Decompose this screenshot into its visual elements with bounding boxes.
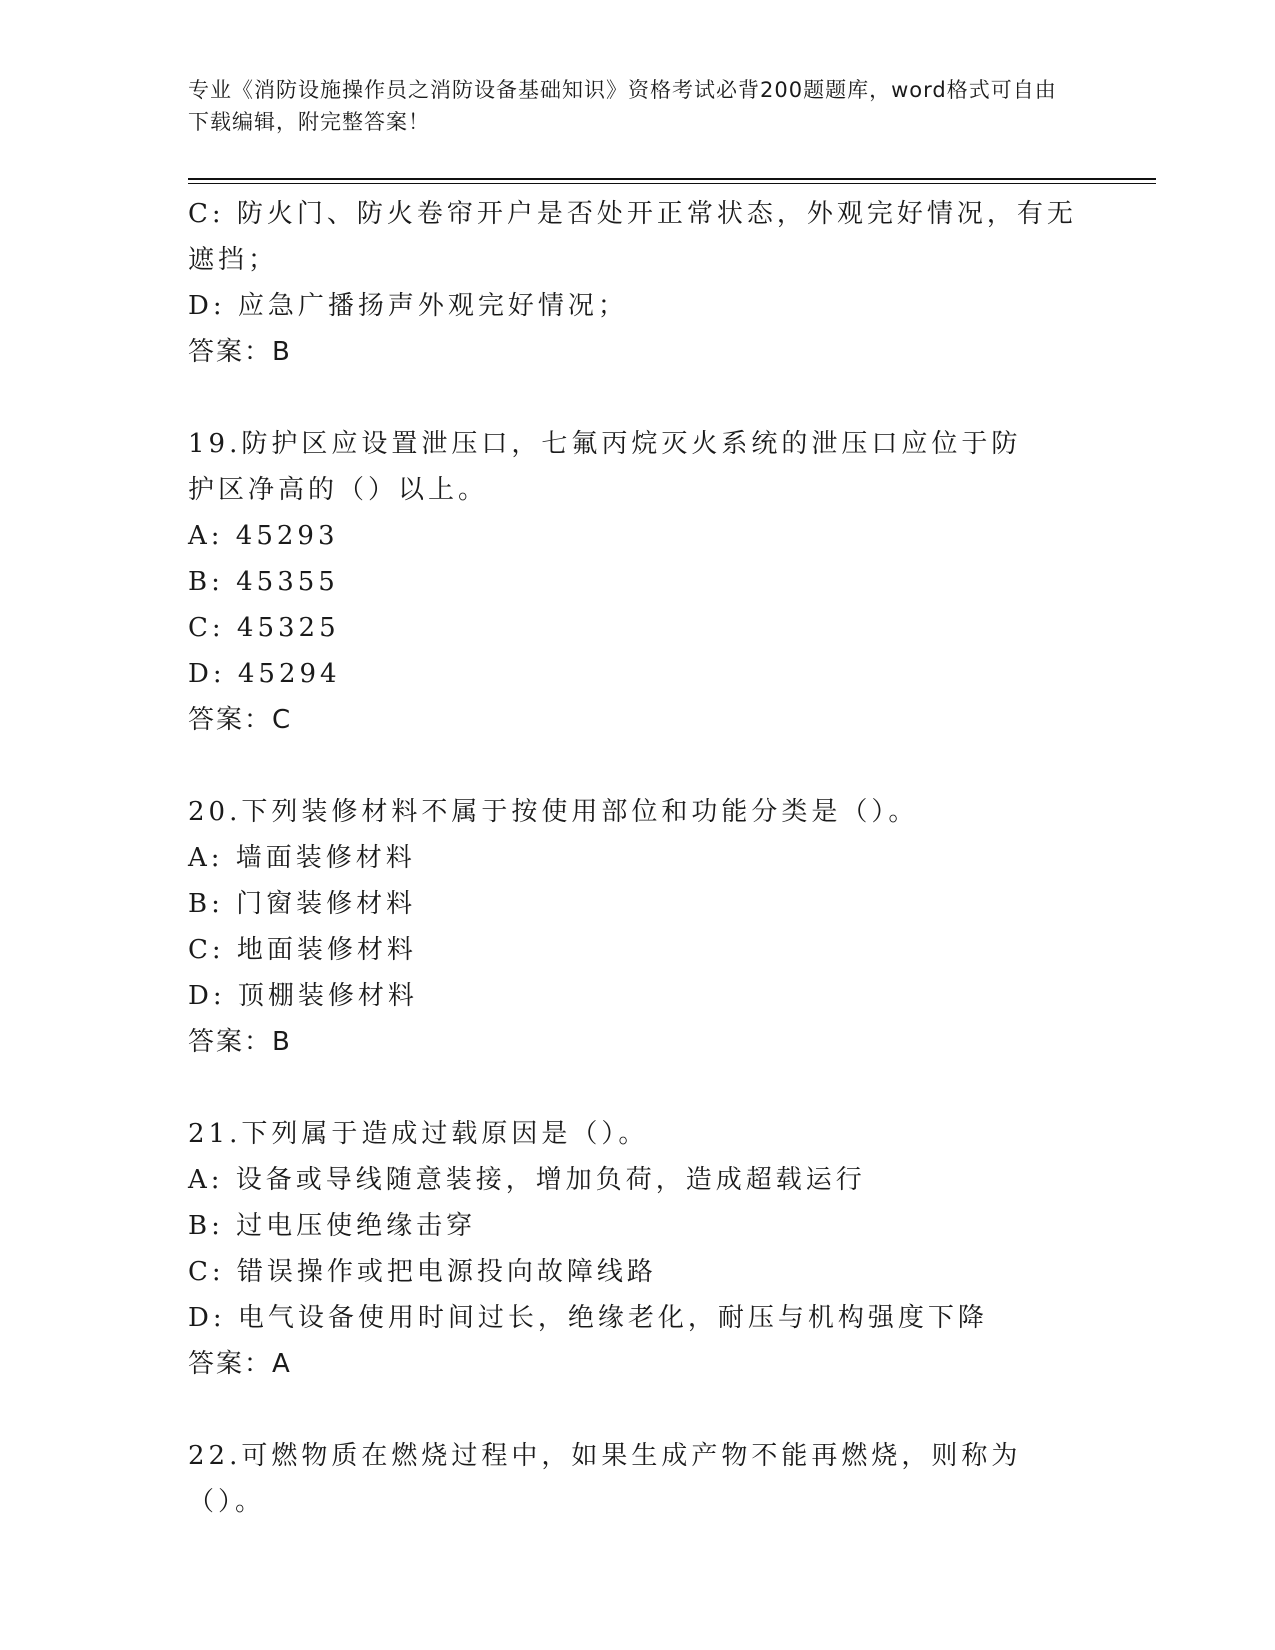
answer-label: 答案：C bbox=[188, 705, 293, 735]
document-header: 专业《消防设施操作员之消防设备基础知识》资格考试必背200题题库，word格式可自由下载编辑，附完整答案！ bbox=[188, 78, 1057, 134]
option-b: B: 门窗装修材料 bbox=[188, 889, 417, 919]
spacer bbox=[188, 1065, 1088, 1111]
header-rule-thin bbox=[188, 183, 1156, 184]
question-content bbox=[188, 191, 1088, 1525]
option-a: A: 45293 bbox=[188, 521, 339, 551]
question-20 bbox=[188, 789, 1088, 1065]
option-a: A: 设备或导线随意装接，增加负荷，造成超载运行 bbox=[188, 1165, 866, 1195]
option-a: A: 墙面装修材料 bbox=[188, 843, 416, 873]
option-c: C: 45325 bbox=[188, 613, 340, 643]
option-d: D: 45294 bbox=[188, 659, 341, 689]
question-stem: 20.下列装修材料不属于按使用部位和功能分类是（）。 bbox=[188, 797, 919, 827]
option-b: B: 45355 bbox=[188, 567, 339, 597]
answer-label: 答案：B bbox=[188, 337, 292, 367]
option-d: D: 电气设备使用时间过长，绝缘老化，耐压与机构强度下降 bbox=[188, 1303, 988, 1333]
question-22 bbox=[188, 1433, 1088, 1525]
question-19 bbox=[188, 421, 1088, 743]
spacer bbox=[188, 1387, 1088, 1433]
question-stem: 21.下列属于造成过载原因是（）。 bbox=[188, 1119, 649, 1149]
answer-label: 答案：B bbox=[188, 1027, 292, 1057]
option-c: C: 防火门、防火卷帘开户是否处开正常状态，外观完好情况，有无遮挡； bbox=[188, 199, 1077, 275]
question-stem: 22.可燃物质在燃烧过程中，如果生成产物不能再燃烧，则称为（）。 bbox=[188, 1441, 1022, 1517]
option-c: C: 错误操作或把电源投向故障线路 bbox=[188, 1257, 657, 1287]
spacer bbox=[188, 743, 1088, 789]
previous-question-block bbox=[188, 191, 1088, 375]
header-rule-thick bbox=[188, 178, 1156, 180]
question-21 bbox=[188, 1111, 1088, 1387]
option-c: C: 地面装修材料 bbox=[188, 935, 417, 965]
spacer bbox=[188, 375, 1088, 421]
answer-label: 答案：A bbox=[188, 1349, 292, 1379]
option-d: D: 顶棚装修材料 bbox=[188, 981, 418, 1011]
option-d: D: 应急广播扬声外观完好情况； bbox=[188, 291, 628, 321]
question-stem: 19.防护区应设置泄压口，七氟丙烷灭火系统的泄压口应位于防护区净高的（）以上。 bbox=[188, 429, 1022, 505]
option-b: B: 过电压使绝缘击穿 bbox=[188, 1211, 477, 1241]
